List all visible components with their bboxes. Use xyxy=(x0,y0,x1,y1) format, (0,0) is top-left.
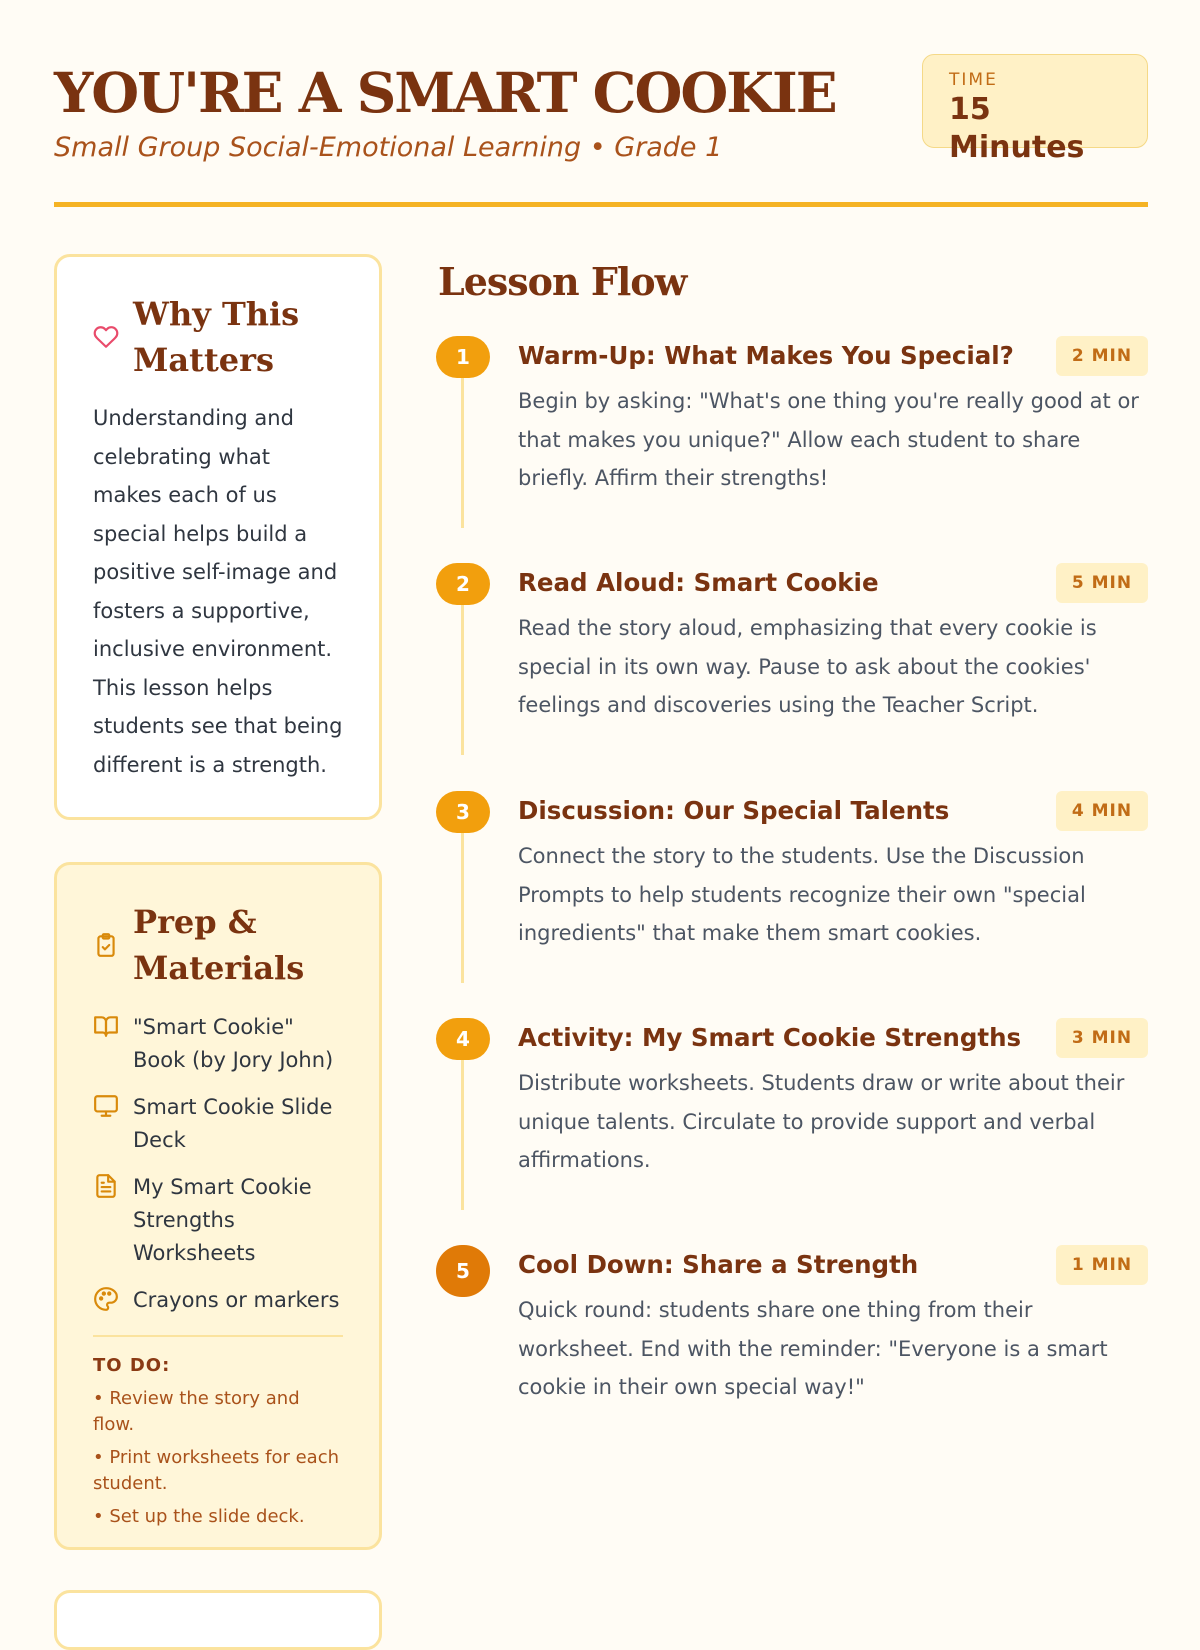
prep-card-title xyxy=(133,899,304,991)
todo-item: • Print worksheets for each student. xyxy=(93,1447,339,1494)
todo-heading: TO DO: xyxy=(93,1355,171,1376)
lesson-step xyxy=(436,1018,1148,1218)
list-item xyxy=(93,1091,343,1157)
lesson-step xyxy=(436,1245,1148,1405)
lesson-step xyxy=(436,791,1148,991)
divider xyxy=(93,1335,343,1337)
timeline-line xyxy=(461,605,464,755)
step-title: Cool Down: Share a Strength xyxy=(518,1250,919,1279)
time-label: TIME xyxy=(949,70,998,90)
clipboard-check-icon xyxy=(93,932,119,958)
why-text: Understanding and celebrating what makes each of us special helps build a positive self-image and fosters a supportive, inclusive environment. This lesson helps students see that being different is a strength. xyxy=(93,406,343,777)
step-description: Quick round: students share one thing from their worksheet. End with the reminder: "Everyone is a smart cookie in their own special way!" xyxy=(518,1298,1108,1399)
list-item xyxy=(93,1011,343,1077)
heart-icon xyxy=(93,324,119,350)
material-label: Crayons or markers xyxy=(133,1288,340,1312)
step-title: Activity: My Smart Cookie Strengths xyxy=(518,1023,1022,1052)
todo-item: • Review the story and flow. xyxy=(93,1388,300,1435)
document-icon xyxy=(93,1173,119,1199)
duration-badge: 4 MIN xyxy=(1056,791,1148,831)
time-value: 15 Minutes xyxy=(949,92,1085,165)
palette-icon xyxy=(93,1286,119,1312)
why-card-title xyxy=(133,291,299,383)
material-label: "Smart Cookie" Book (by Jory John) xyxy=(133,1015,334,1072)
prep-materials-card xyxy=(54,862,382,1550)
next-card xyxy=(54,1590,382,1650)
material-label: My Smart Cookie Strengths Worksheets xyxy=(133,1175,312,1265)
lesson-flow-title: Lesson Flow xyxy=(438,259,687,304)
materials-list xyxy=(93,1011,343,1317)
prep-title-line1: Prep & xyxy=(133,903,257,941)
step-title: Warm-Up: What Makes You Special? xyxy=(518,341,1014,370)
duration-badge: 2 MIN xyxy=(1056,336,1148,376)
step-number: 2 xyxy=(436,563,490,605)
why-card-header xyxy=(93,291,343,383)
monitor-icon xyxy=(93,1093,119,1119)
step-title: Read Aloud: Smart Cookie xyxy=(518,568,879,597)
todo-item: • Set up the slide deck. xyxy=(93,1506,305,1527)
material-label: Smart Cookie Slide Deck xyxy=(133,1095,333,1152)
step-description: Begin by asking: "What's one thing you're really good at or that makes you unique?" Allow each student to share briefly. Affirm their strengths! xyxy=(518,389,1139,490)
step-number: 5 xyxy=(436,1245,490,1297)
book-icon xyxy=(93,1013,119,1039)
duration-badge: 3 MIN xyxy=(1056,1018,1148,1058)
prep-card-header xyxy=(93,899,343,991)
page-header xyxy=(54,56,1148,207)
why-title-line2: Matters xyxy=(133,341,274,379)
step-number: 3 xyxy=(436,791,490,833)
page-title: YOU'RE A SMART COOKIE xyxy=(54,60,836,125)
prep-title-line2: Materials xyxy=(133,949,305,987)
lesson-step xyxy=(436,336,1148,536)
step-description: Distribute worksheets. Students draw or write about their unique talents. Circulate to provide support and verbal affirmations. xyxy=(518,1071,1125,1172)
list-item xyxy=(93,1284,343,1317)
step-number: 4 xyxy=(436,1018,490,1060)
step-number: 1 xyxy=(436,336,490,378)
duration-badge: 5 MIN xyxy=(1056,563,1148,603)
step-description: Connect the story to the students. Use the Discussion Prompts to help students recognize their own "special ingredients" that make them smart cookies. xyxy=(518,844,1086,945)
why-title-line1: Why This xyxy=(133,295,300,333)
why-this-matters-card xyxy=(54,254,382,820)
time-box xyxy=(922,54,1148,165)
list-item xyxy=(93,1171,343,1270)
timeline-line xyxy=(461,1060,464,1210)
step-title: Discussion: Our Special Talents xyxy=(518,796,950,825)
timeline-line xyxy=(461,378,464,528)
page-subtitle: Small Group Social-Emotional Learning • Grade 1 xyxy=(54,132,723,163)
duration-badge: 1 MIN xyxy=(1056,1245,1148,1285)
step-description: Read the story aloud, emphasizing that every cookie is special in its own way. Pause to ask about the cookies' feelings and discoveries using the Teacher Script. xyxy=(518,616,1097,717)
timeline-line xyxy=(461,833,464,983)
lesson-step xyxy=(436,563,1148,763)
